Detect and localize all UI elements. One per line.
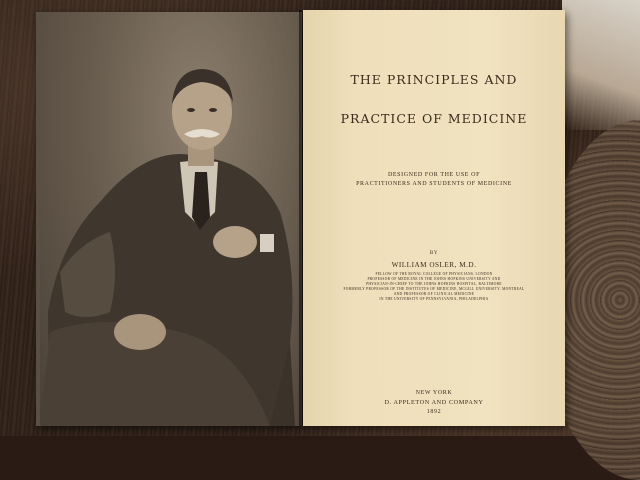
frontispiece-page	[36, 12, 302, 426]
publisher-city: NEW YORK	[415, 390, 453, 396]
subtitle-line-1: DESIGNED FOR THE USE OF	[387, 172, 481, 178]
author-name: WILLIAM OSLER, M.D.	[391, 261, 477, 269]
left-sleeve	[60, 232, 115, 317]
book-title-line-1: THE PRINCIPLES AND	[350, 72, 518, 87]
publisher-name: D. APPLETON AND COMPANY	[384, 399, 484, 406]
title-page	[303, 10, 565, 426]
credential-line: AND PROFESSOR OF CLINICAL MEDICINE	[393, 292, 475, 296]
credential-line: FORMERLY PROFESSOR OF THE INSTITUTES OF MEDICINE, MCGILL UNIVERSITY, MONTREAL	[343, 287, 525, 291]
shirt-cuff	[260, 234, 274, 252]
portrait-photograph	[40, 12, 302, 426]
lower-hand	[114, 314, 166, 350]
seated-man-portrait	[40, 12, 302, 426]
right-eye	[209, 108, 217, 112]
credential-line: PHYSICIAN-IN-CHIEF TO THE JOHNS HOPKINS HOSPITAL, BALTIMORE	[366, 282, 502, 286]
credential-line: IN THE UNIVERSITY OF PENNSYLVANIA, PHILADELPHIA	[379, 297, 489, 301]
by-label: BY	[429, 251, 439, 256]
book-title-line-2: PRACTICE OF MEDICINE	[340, 111, 528, 126]
left-eye	[187, 108, 195, 112]
background-wall	[562, 0, 640, 130]
subtitle-line-2: PRACTITIONERS AND STUDENTS OF MEDICINE	[356, 181, 512, 187]
raised-hand	[213, 226, 257, 258]
credential-line: PROFESSOR OF MEDICINE IN THE JOHNS HOPKINS UNIVERSITY AND	[367, 277, 501, 281]
publication-year: 1892	[426, 409, 442, 415]
credential-line: FELLOW OF THE ROYAL COLLEGE OF PHYSICIANS, LONDON	[375, 272, 493, 276]
